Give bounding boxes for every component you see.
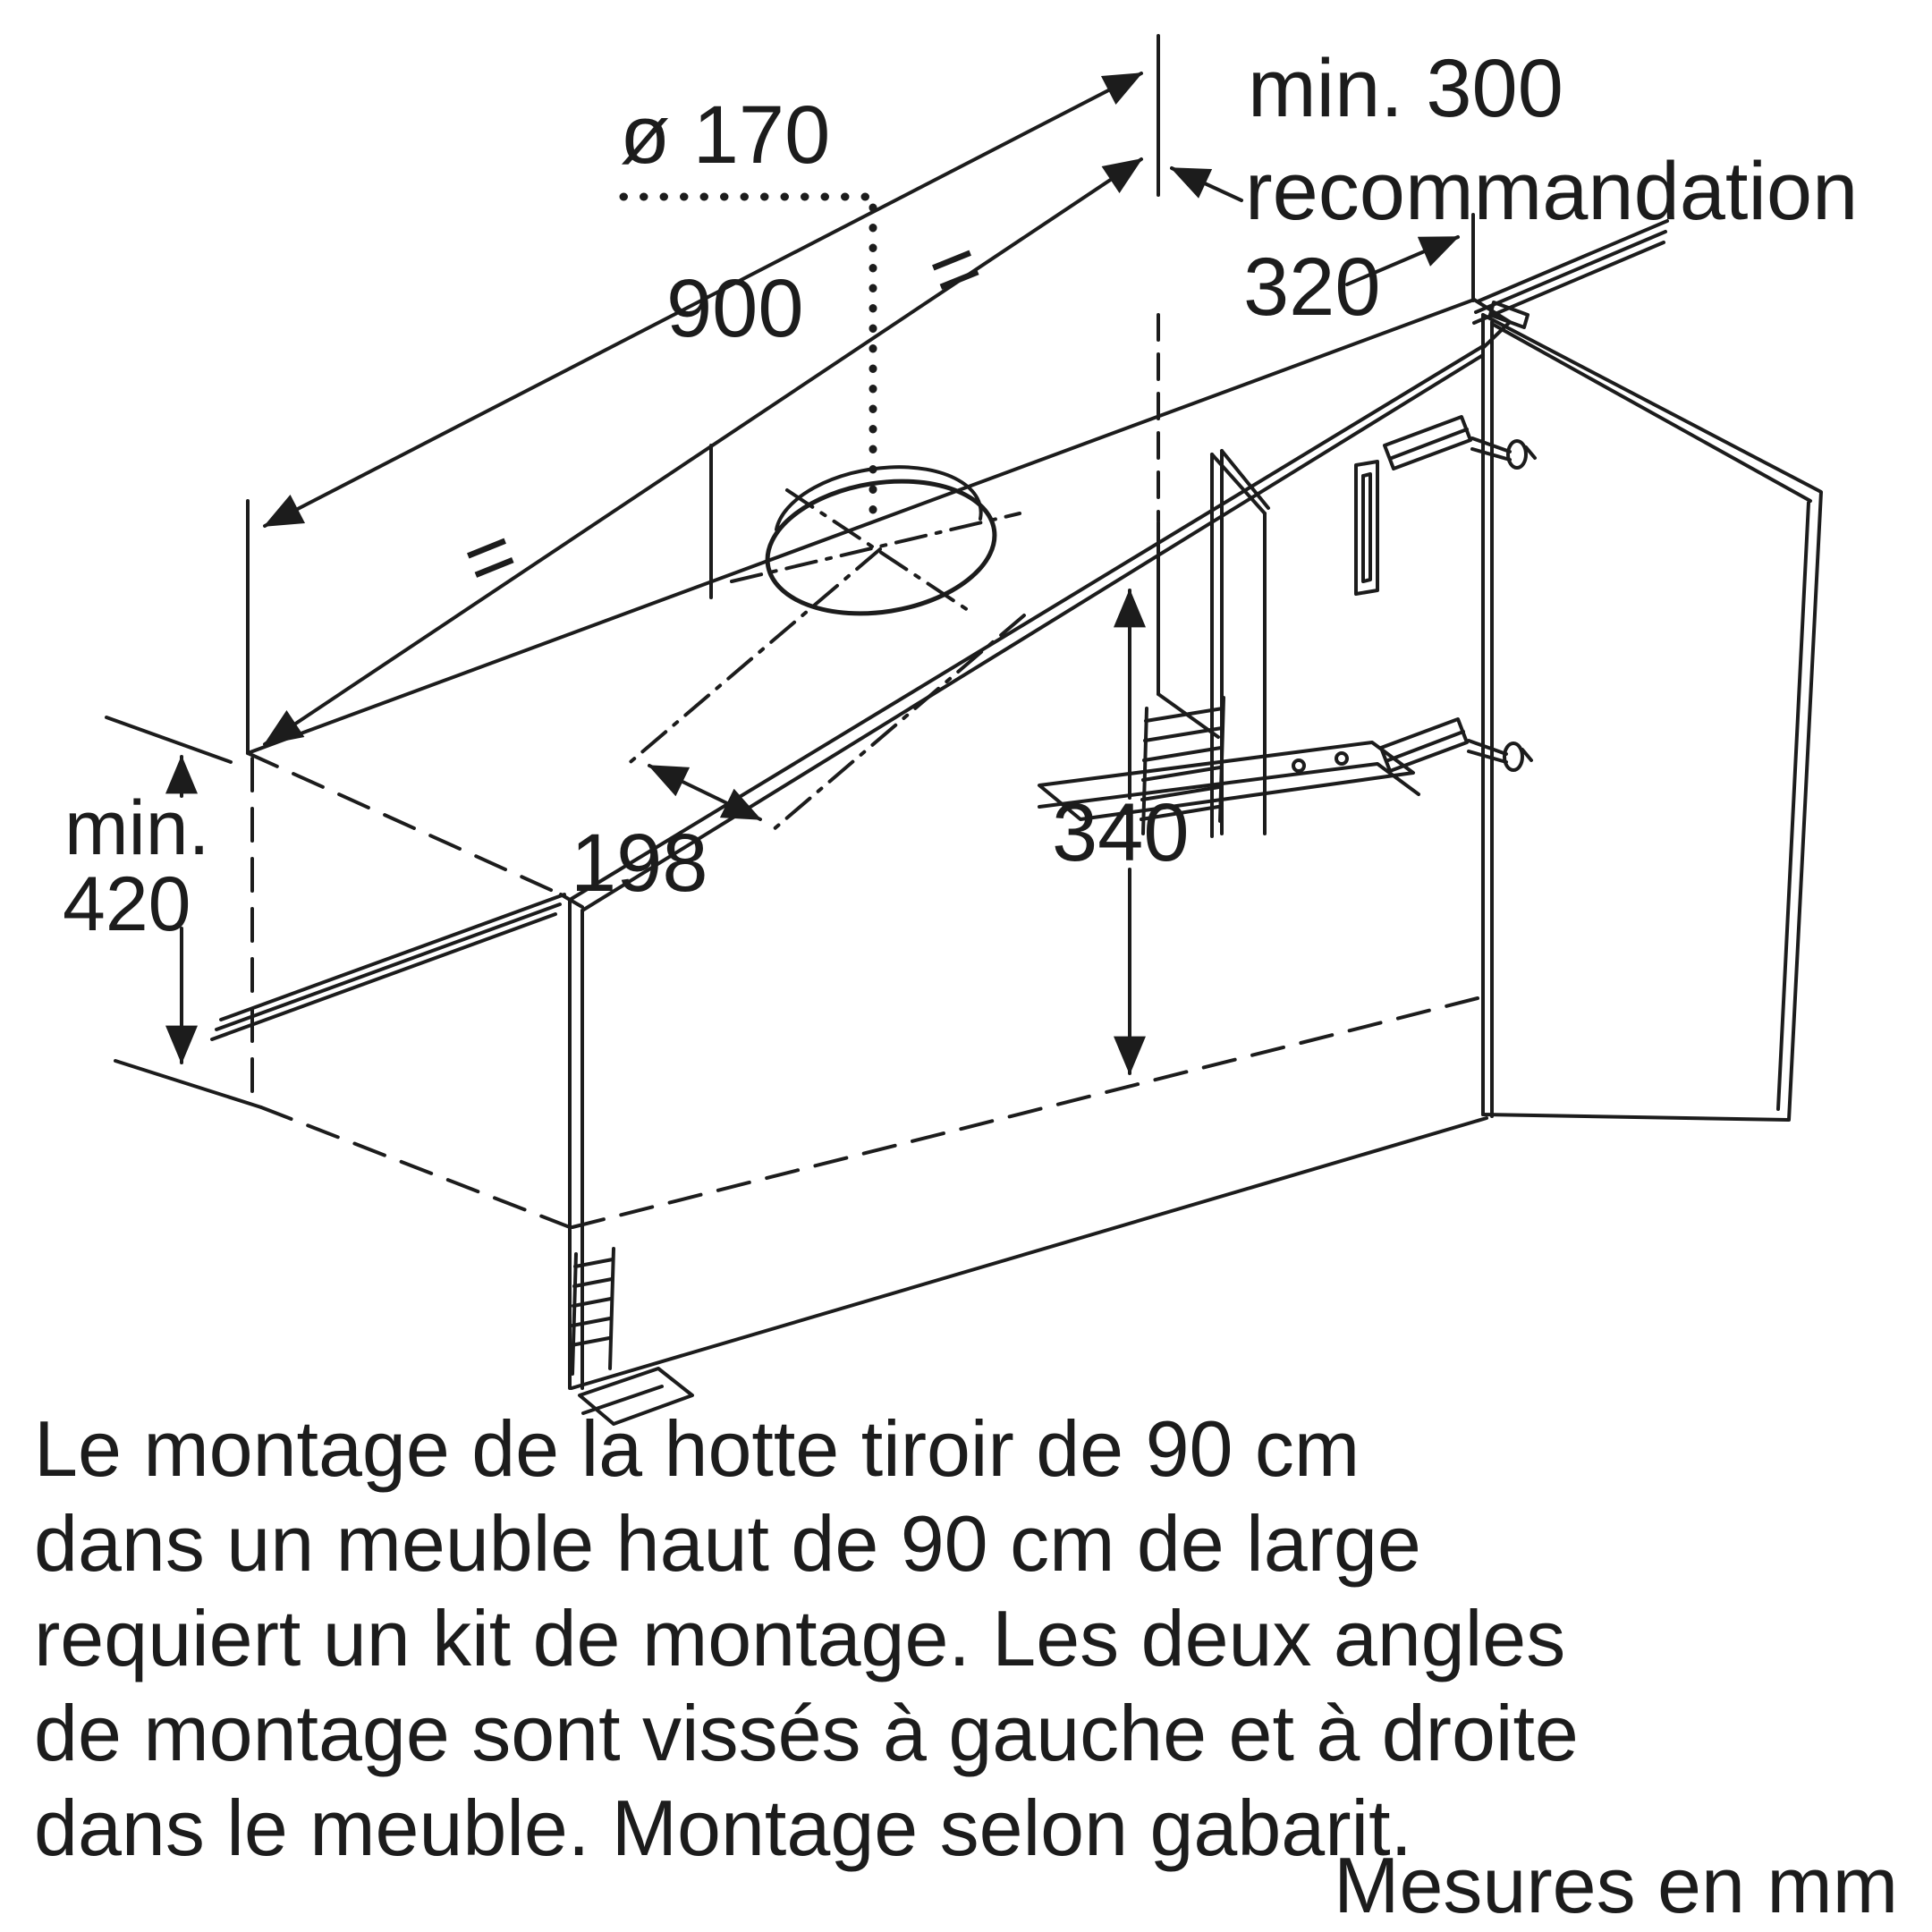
screw-dowel-top (1385, 417, 1535, 469)
dim-label-340: 340 (1052, 787, 1190, 878)
dim-label-min: min. (64, 785, 210, 871)
cabinet-door-open (1483, 302, 1821, 1120)
note-line-3: requiert un kit de montage. Les deux angles (34, 1594, 1566, 1682)
tick-bottom-420 (115, 1061, 261, 1107)
dim-label-recommendation: recommandation (1245, 146, 1859, 237)
hidden-top-left-edge (248, 753, 561, 894)
dim-198 (571, 549, 1024, 909)
equal-sign-left: = (451, 505, 530, 609)
dim-min-420 (63, 717, 261, 1107)
dim-line-equal-halves (265, 159, 1141, 744)
dim-label-min-300: min. 300 (1248, 43, 1563, 134)
mounting-bracket-left (572, 1249, 692, 1424)
units-note: Mesures en mm (1334, 1841, 1898, 1929)
dim-label-900: 900 (666, 263, 804, 354)
dim-label-hole-diameter: ø 170 (620, 89, 831, 181)
mounting-spring-left (572, 1249, 614, 1374)
hidden-bottom-back-edge (572, 998, 1478, 1227)
installation-note (34, 1404, 1898, 1929)
note-line-2: dans un meuble haut de 90 cm de large (34, 1499, 1421, 1588)
dim-min-300 (1172, 43, 1858, 237)
dim-label-420: 420 (63, 861, 191, 947)
note-line-4: de montage sont vissés à gauche et à droite (34, 1689, 1579, 1777)
hidden-bottom-left-edge (261, 1107, 570, 1227)
dim-label-198: 198 (571, 818, 708, 909)
equal-sign-right: = (916, 217, 996, 321)
screw-dowel-bottom (1381, 719, 1531, 771)
cabinet-carcass (248, 300, 1510, 1388)
tick-top-420 (106, 717, 231, 762)
dim-340 (1052, 590, 1190, 1073)
note-line-5: dans le meuble. Montage selon gabarit. (34, 1784, 1412, 1872)
note-line-1: Le montage de la hotte tiroir de 90 cm (34, 1404, 1360, 1493)
dim-label-320: 320 (1243, 242, 1381, 333)
mounting-bracket-right (1039, 315, 1419, 836)
wall-rail-left (212, 894, 564, 1039)
leader-min-300 (1172, 168, 1241, 200)
